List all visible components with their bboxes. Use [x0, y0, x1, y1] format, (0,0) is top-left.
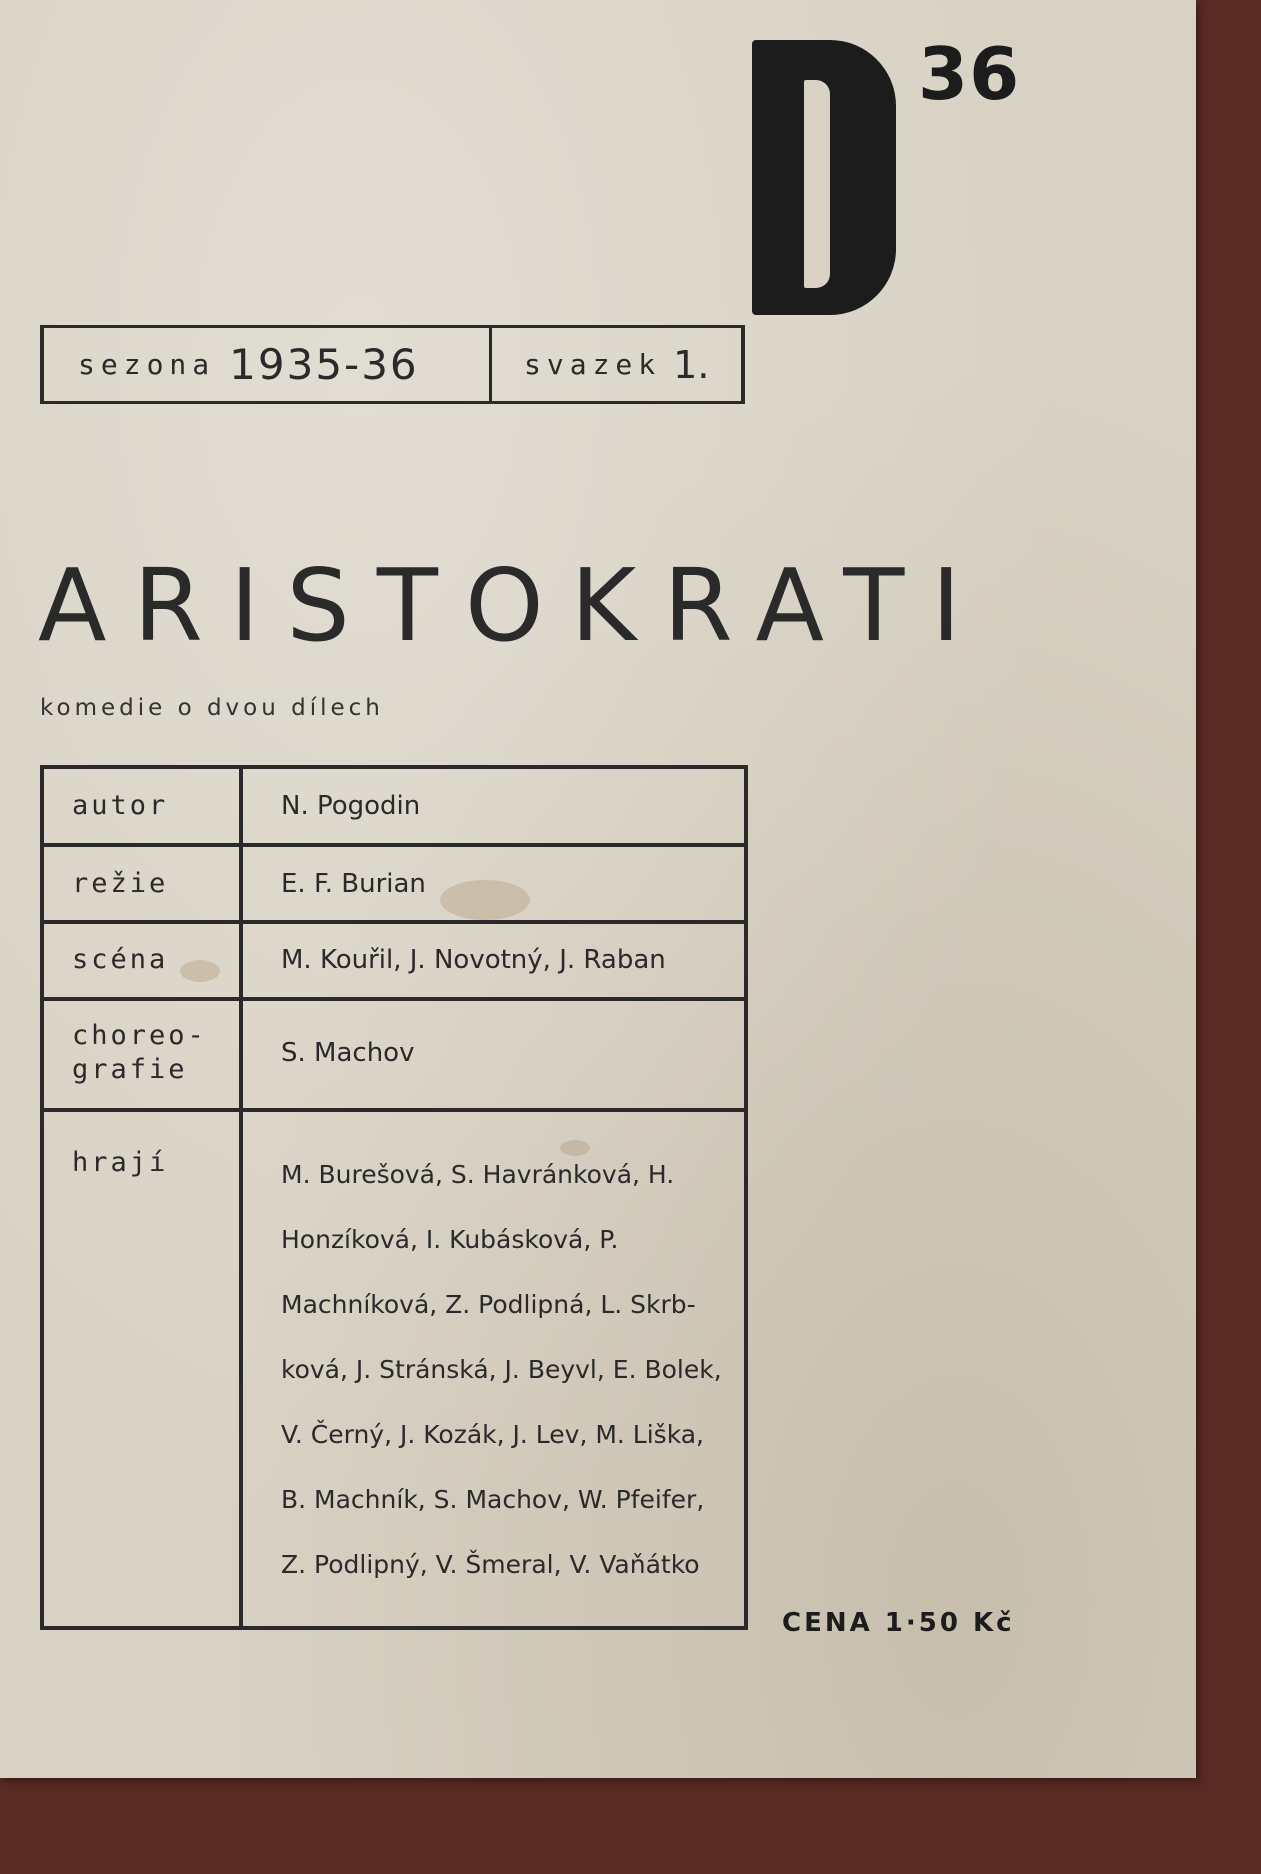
cast-line: Honzíková, I. Kubásková, P.: [281, 1225, 619, 1254]
credits-row-scene: [44, 924, 744, 1001]
author-label: autor: [72, 790, 169, 821]
cast-label: hrají: [72, 1147, 169, 1178]
scene-label: scéna: [72, 944, 169, 975]
cast-line: B. Machník, S. Machov, W. Pfeifer,: [281, 1485, 705, 1514]
credits-row-choreography: [44, 1001, 744, 1112]
cast-line: V. Černý, J. Kozák, J. Lev, M. Liška,: [281, 1420, 704, 1449]
play-title: ARISTOKRATI: [38, 547, 988, 664]
cast-list: [281, 1142, 722, 1597]
choreography-label-line2: grafie: [72, 1054, 188, 1085]
cast-line: ková, J. Stránská, J. Beyvl, E. Bolek,: [281, 1355, 722, 1384]
choreography-value: S. Machov: [281, 1038, 415, 1068]
play-subtitle: komedie o dvou dílech: [40, 695, 384, 721]
volume-cell: [492, 343, 709, 387]
credits-row-author: [44, 769, 744, 847]
cast-line: Z. Podlipný, V. Šmeral, V. Vaňátko: [281, 1550, 700, 1579]
direction-label: režie: [72, 868, 169, 899]
cast-line: Machníková, Z. Podlipná, L. Skrb-: [281, 1290, 696, 1319]
credits-row-cast: [44, 1112, 744, 1626]
season-label: sezona: [78, 348, 216, 381]
volume-number: 1.: [673, 342, 710, 387]
logo-number: 36: [918, 32, 1021, 116]
credits-row-direction: [44, 847, 744, 924]
scene-value: M. Kouřil, J. Novotný, J. Raban: [281, 945, 666, 975]
season-years: 1935-36: [229, 340, 419, 389]
credits-table: [40, 765, 748, 1630]
season-box: [40, 325, 745, 404]
choreography-label-line1: choreo-: [72, 1020, 207, 1051]
direction-value: E. F. Burian: [281, 869, 426, 899]
price-label: CENA 1·50 Kč: [782, 1608, 1015, 1638]
cast-line: M. Burešová, S. Havránková, H.: [281, 1160, 675, 1189]
logo-counter: [804, 80, 830, 288]
d36-logo-letter: [752, 40, 896, 315]
volume-label: svazek: [524, 348, 662, 381]
season-cell: [44, 328, 492, 401]
author-value: N. Pogodin: [281, 791, 421, 821]
